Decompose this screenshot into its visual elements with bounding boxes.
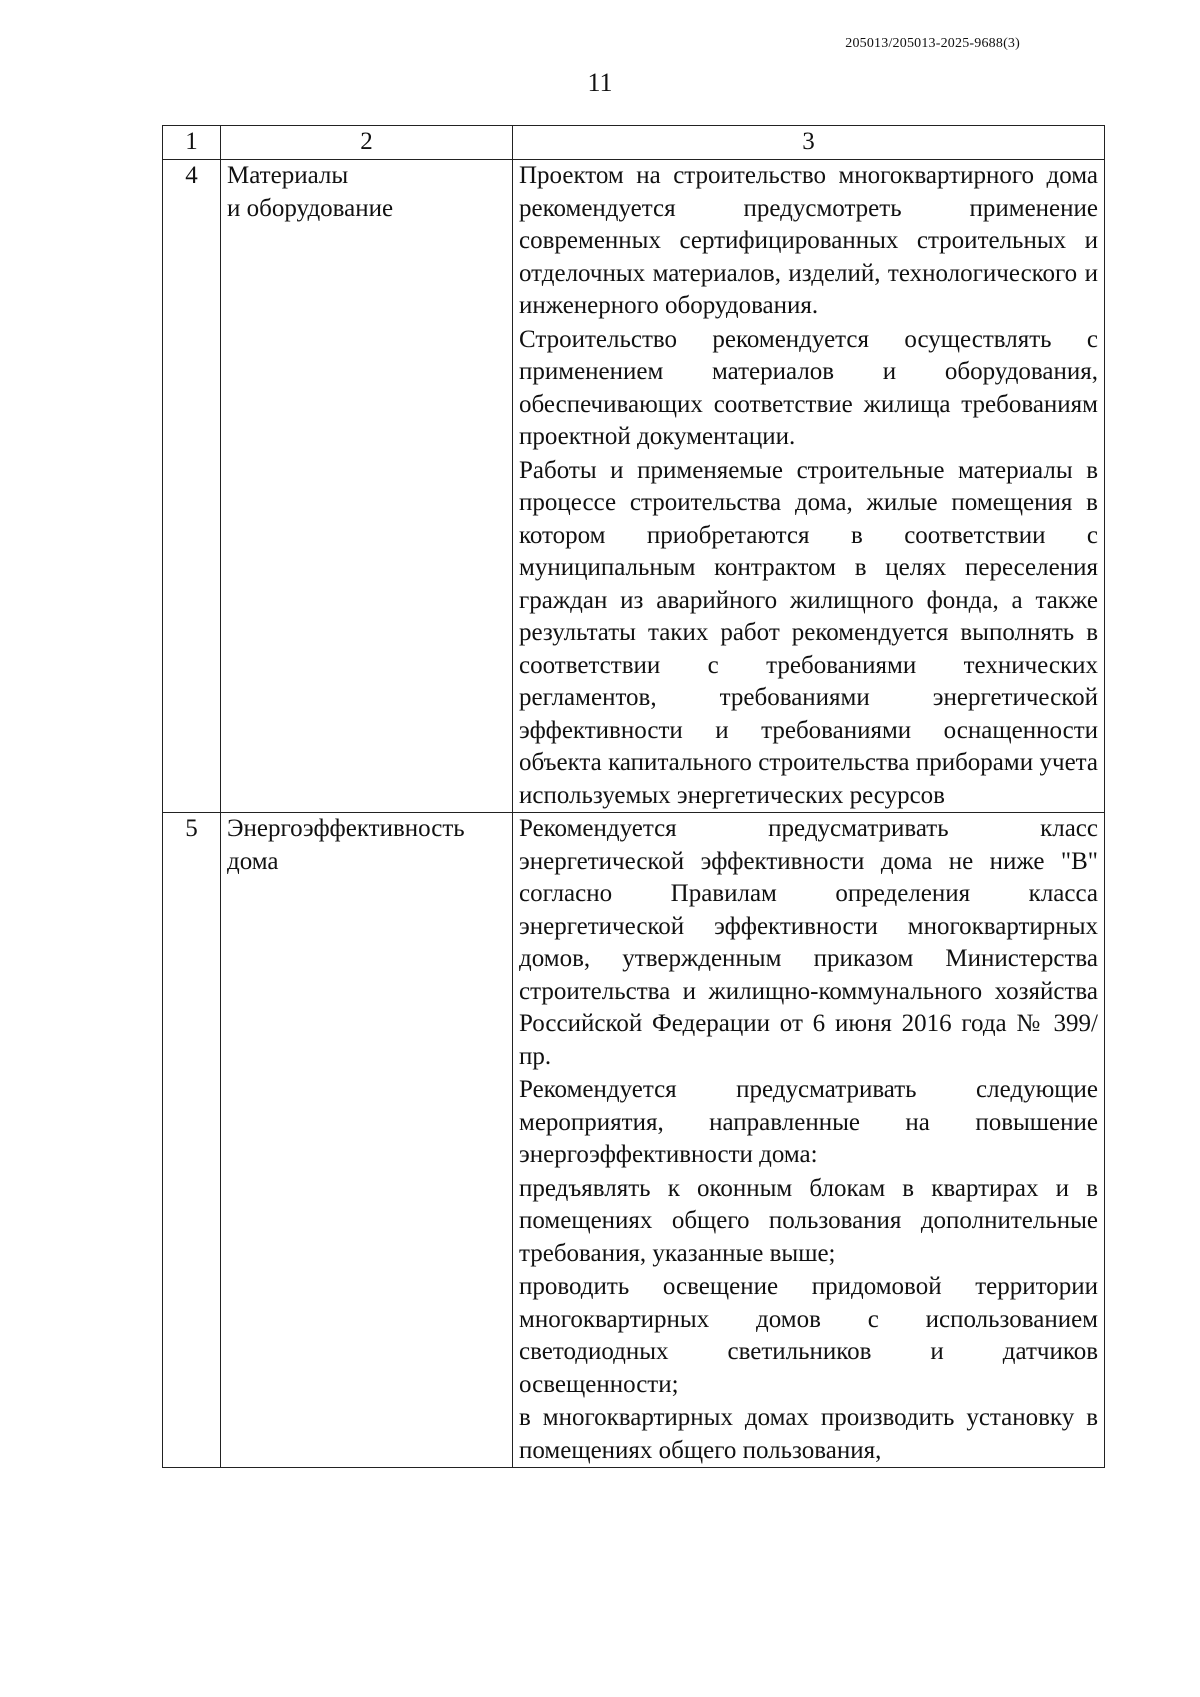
- document-id: 205013/205013-2025-9688(3): [845, 36, 1020, 51]
- description-paragraph: Рекомендуется предусматривать следующие мероприятия, направленные на повышение энергоэффективности дома:: [519, 1076, 1098, 1168]
- requirements-table: [162, 125, 1105, 1468]
- table-row: [163, 813, 1105, 1468]
- description-paragraph: проводить освещение придомовой территории многоквартирных домов с использованием светодиодных светильников и датчиков освещенности;: [519, 1273, 1098, 1398]
- row-number: 4: [163, 160, 221, 813]
- row-title: [221, 160, 513, 813]
- row-description: [513, 160, 1105, 813]
- description-paragraph: Работы и применяемые строительные материалы в процессе строительства дома, жилые помещения в котором приобретаются в соответствии с муниципальным контрактом в целях переселения граждан из аварийного жилищного фонда, а также результаты таких работ рекомендуется выполнять в соответствии с требованиями технических регламентов, требованиями энергетической эффективности и требованиями оснащенности объекта капитального строительства приборами учета используемых энергетических ресурсов: [519, 456, 1098, 809]
- table-header-row: [163, 126, 1105, 160]
- column-header-1: 1: [163, 126, 221, 160]
- row-title-line: и оборудование: [227, 194, 394, 222]
- row-description: [513, 813, 1105, 1468]
- description-paragraph: Строительство рекомендуется осуществлять с применением материалов и оборудования, обеспечивающих соответствие жилища требованиям проектной документации.: [519, 325, 1098, 450]
- row-title: [221, 813, 513, 1468]
- row-title-line: дома: [227, 847, 279, 875]
- description-paragraph: Рекомендуется предусматривать класс энергетической эффективности дома не ниже "В" согласно Правилам определения класса энергетической эффективности многоквартирных домов, утвержденным приказом Министерства строительства и жилищно-коммунального хозяйства Российской Федерации от 6 июня 2016 года № 399/пр.: [519, 815, 1098, 1070]
- column-header-3: 3: [513, 126, 1105, 160]
- row-title-line: Материалы: [227, 162, 349, 189]
- description-paragraph: в многоквартирных домах производить установку в помещениях общего пользования,: [519, 1404, 1098, 1464]
- description-paragraph: предъявлять к оконным блокам в квартирах и в помещениях общего пользования дополнительные требования, указанные выше;: [519, 1174, 1098, 1267]
- row-number: 5: [163, 813, 221, 1468]
- column-header-2: 2: [221, 126, 513, 160]
- description-paragraph: Проектом на строительство многоквартирного дома рекомендуется предусмотреть применение современных сертифицированных строительных и отделочных материалов, изделий, технологического и инженерного оборудования.: [519, 162, 1098, 319]
- table-row: [163, 160, 1105, 813]
- page-number: 11: [587, 68, 613, 97]
- row-title-line: Энергоэффективность: [227, 815, 465, 842]
